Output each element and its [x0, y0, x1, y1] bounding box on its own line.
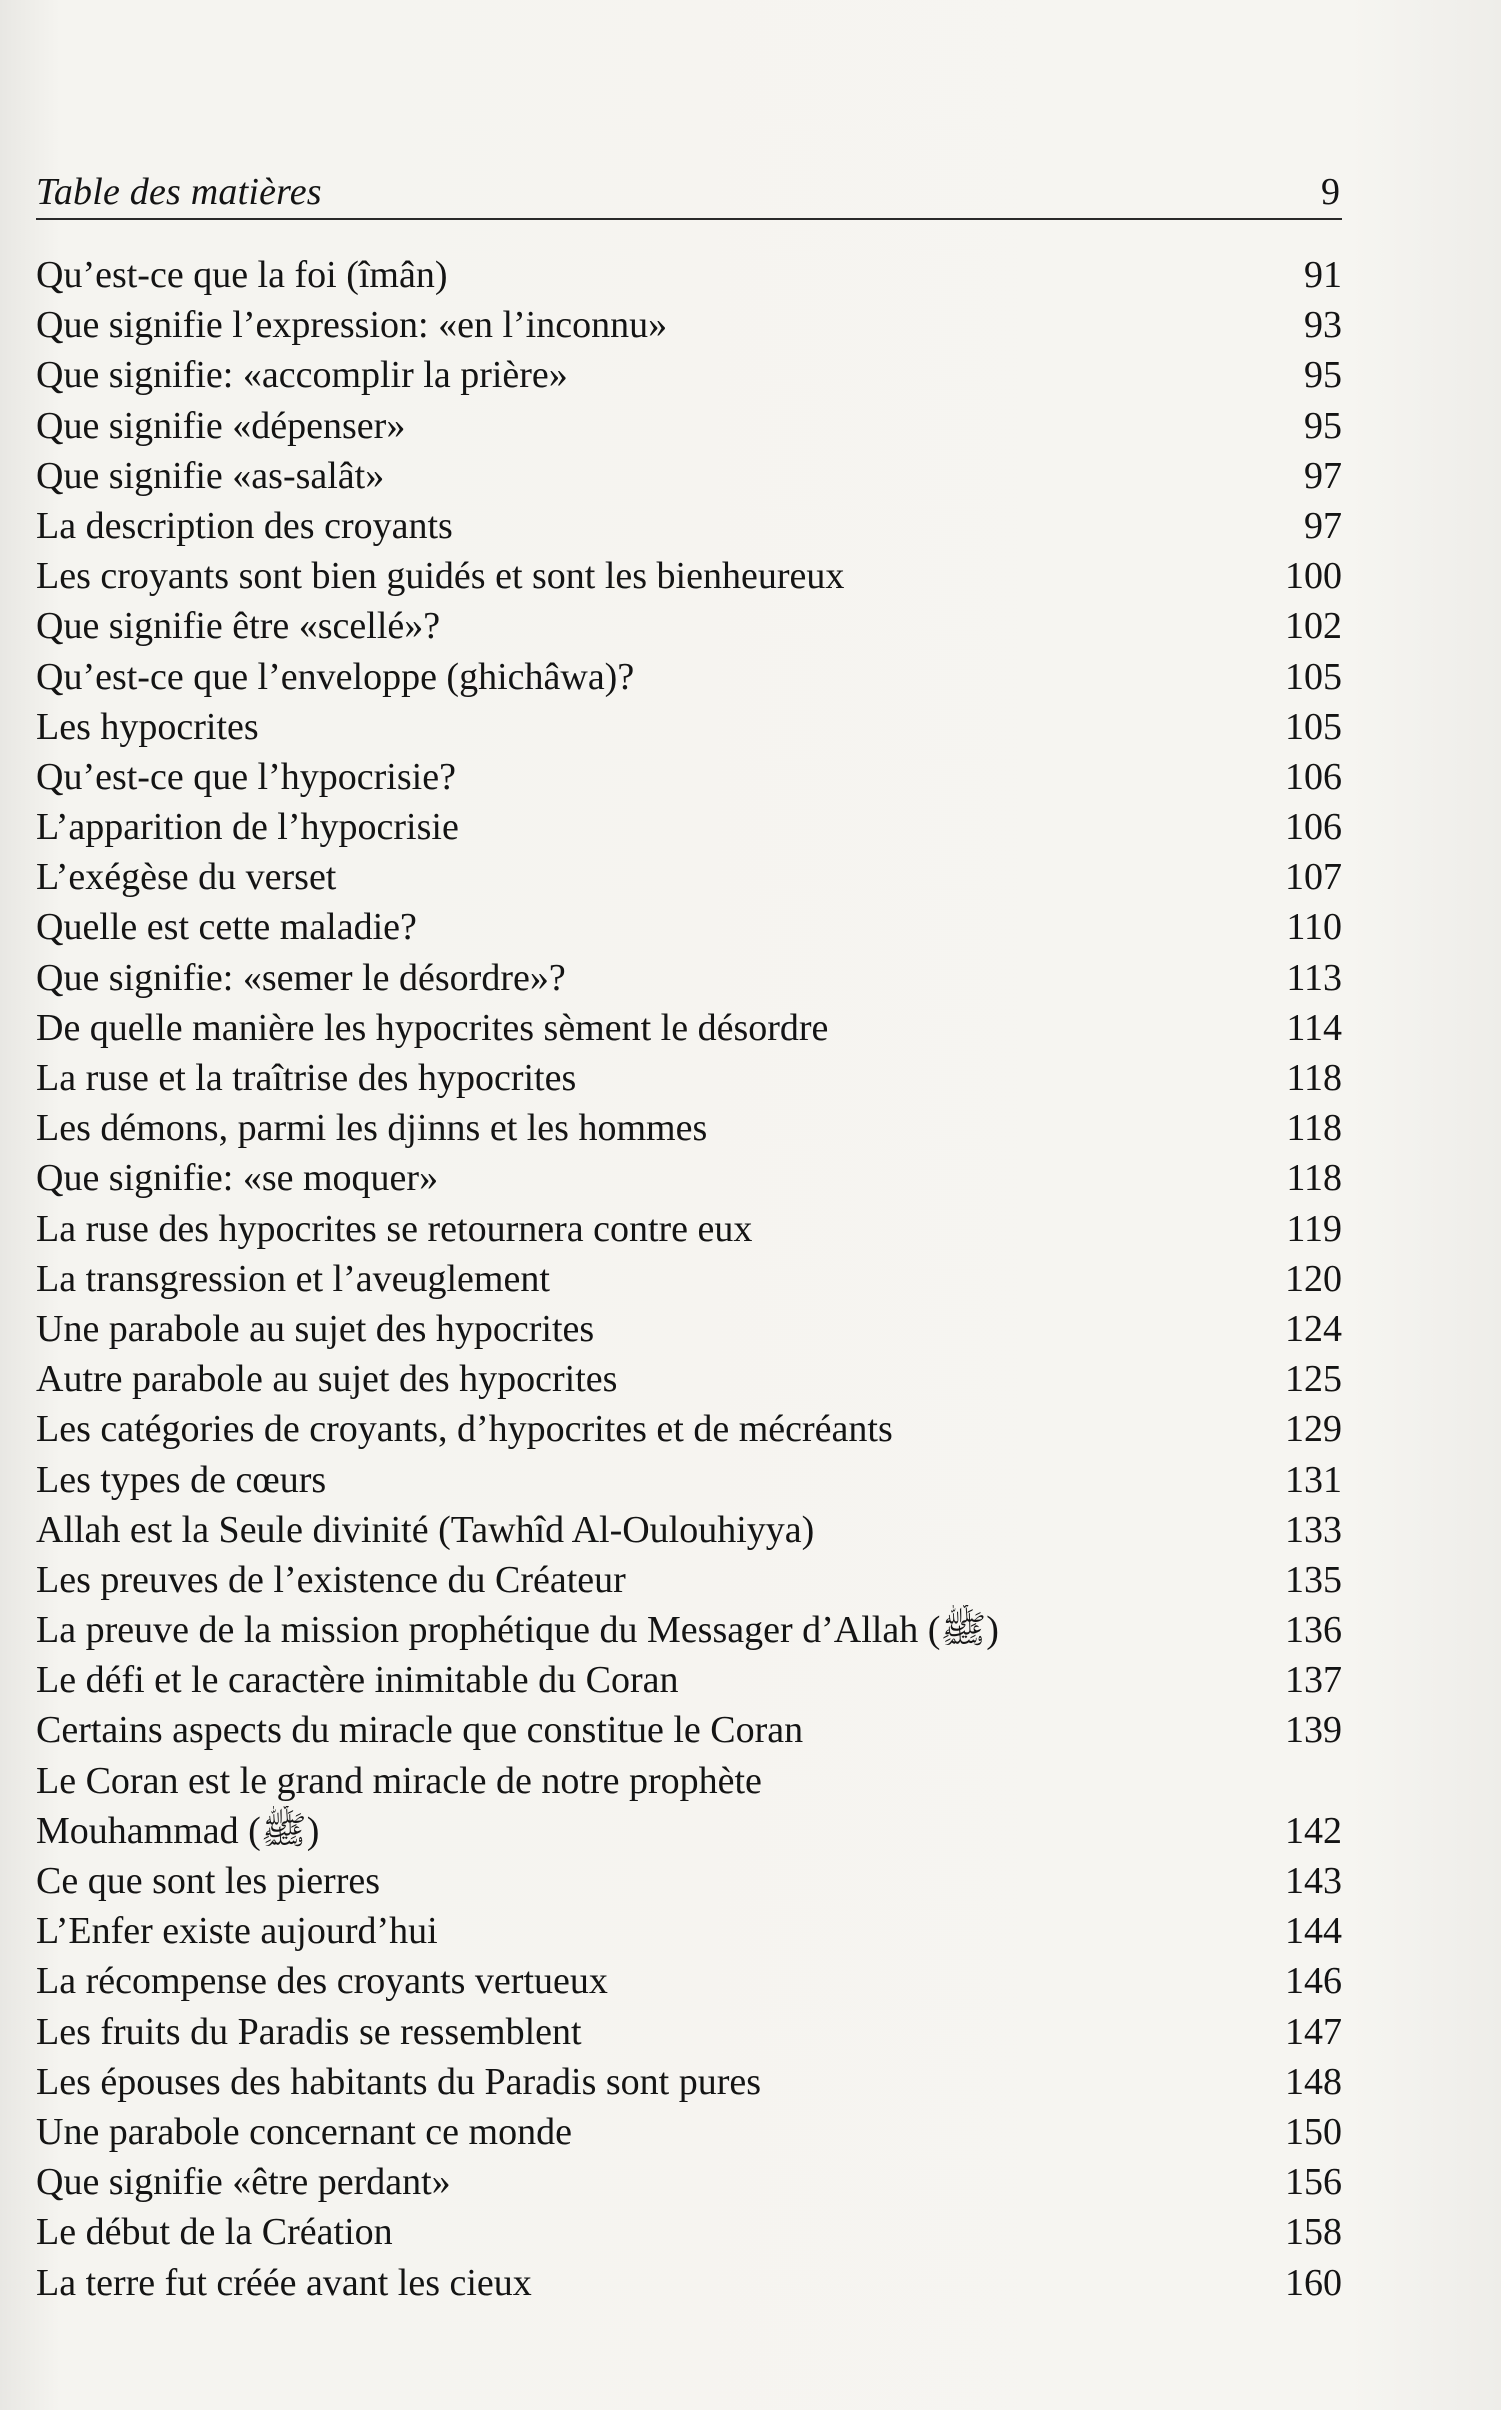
toc-entry [36, 300, 1342, 350]
toc-entry-title: La preuve de la mission prophétique du Messager d’Allah (ﷺ) [36, 1609, 999, 1652]
toc-entry-title: L’apparition de l’hypocrisie [36, 806, 459, 849]
toc-entry-page: 95 [1304, 404, 1342, 447]
toc-entry-title: La récompense des croyants vertueux [36, 1960, 608, 2003]
toc-entry-page: 160 [1285, 2261, 1342, 2304]
toc-entry-page: 139 [1285, 1709, 1342, 1752]
toc-entry-title: Les preuves de l’existence du Créateur [36, 1558, 626, 1601]
toc-entry-page: 97 [1304, 504, 1342, 547]
toc-entry-page: 110 [1286, 906, 1342, 949]
toc-entry-title: Ce que sont les pierres [36, 1860, 381, 1902]
toc-entry-title: L’exégèse du verset [36, 856, 337, 899]
toc-entry [36, 1103, 1342, 1153]
toc-entry [36, 1404, 1342, 1454]
toc-entry-page: 142 [1285, 1809, 1342, 1852]
toc-entry-page: 119 [1286, 1207, 1342, 1250]
toc-entry [36, 702, 1342, 752]
toc-entry-title: Les démons, parmi les djinns et les hommes [36, 1107, 708, 1150]
toc-entry [36, 1655, 1342, 1705]
toc-entry-title: Le défi et le caractère inimitable du Coran [36, 1659, 679, 1702]
toc-entry-page: 100 [1285, 555, 1342, 598]
toc-entry [36, 1605, 1342, 1655]
toc-entry-page: 146 [1285, 1960, 1342, 2003]
toc-entry-title: Que signifie être «scellé»? [36, 605, 441, 648]
toc-entry-page: 133 [1285, 1508, 1342, 1551]
toc-entry [36, 1705, 1342, 1755]
toc-entry [36, 1153, 1342, 1203]
toc-entry [36, 1555, 1342, 1605]
toc-entry-title: La terre fut créée avant les cieux [36, 2261, 532, 2304]
toc-entry-title: La transgression et l’aveuglement [36, 1257, 550, 1300]
toc-entry-page: 148 [1285, 2060, 1342, 2103]
toc-entry-page: 107 [1285, 856, 1342, 899]
toc-entry [36, 852, 1342, 902]
toc-entry-title: Autre parabole au sujet des hypocrites [36, 1358, 618, 1401]
toc-entry [36, 1906, 1342, 1956]
toc-entry [36, 551, 1342, 601]
toc-entry [36, 953, 1342, 1003]
toc-entry-page: 118 [1286, 1157, 1342, 1200]
toc-entry [36, 2207, 1342, 2257]
toc-entry [36, 752, 1342, 802]
toc-entry-page: 137 [1285, 1659, 1342, 1702]
toc-entry [36, 902, 1342, 952]
toc-entry-title: Que signifie «as-salât» [36, 454, 385, 497]
toc-entry-title: Les hypocrites [36, 705, 259, 748]
toc-entry-page: 147 [1285, 2010, 1342, 2053]
toc-entry [36, 2157, 1342, 2207]
toc-entry [36, 1856, 1342, 1906]
toc-entry-page: 105 [1285, 655, 1342, 698]
toc-entry [36, 1003, 1342, 1053]
toc-entry-title: Les catégories de croyants, d’hypocrites et de mécréants [36, 1408, 893, 1451]
toc-entry-page: 158 [1285, 2211, 1342, 2254]
toc-entry-title: De quelle manière les hypocrites sèment le désordre [36, 1006, 829, 1049]
toc-entry-title: Qu’est-ce que la foi (îmân) [36, 254, 448, 296]
toc-entry-page: 93 [1304, 304, 1342, 347]
toc-entry-title: Les fruits du Paradis se ressemblent [36, 2010, 582, 2053]
toc-entry [36, 2057, 1342, 2107]
toc-entry-page: 120 [1285, 1257, 1342, 1300]
header-page-number: 9 [1321, 171, 1340, 213]
toc-entry [36, 501, 1342, 551]
toc-entry-page: 144 [1285, 1910, 1342, 1953]
toc-entry-title: Qu’est-ce que l’enveloppe (ghichâwa)? [36, 655, 635, 698]
toc-entry-title: Mouhammad (ﷺ) [36, 1809, 320, 1852]
toc-entry-title: Que signifie: «semer le désordre»? [36, 956, 566, 999]
toc-entry-page: 91 [1304, 254, 1342, 296]
toc-entry [36, 250, 1342, 300]
toc-entry-page: 118 [1286, 1107, 1342, 1150]
toc-entry [36, 601, 1342, 651]
toc-entry-page: 156 [1285, 2161, 1342, 2204]
toc-entry-title: Que signifie: «se moquer» [36, 1157, 439, 1200]
toc-entry-page: 102 [1285, 605, 1342, 648]
toc-entry [36, 1455, 1342, 1505]
toc-entry [36, 401, 1342, 451]
toc-entry-page: 135 [1285, 1558, 1342, 1601]
toc-entry-page: 124 [1285, 1307, 1342, 1350]
toc-entry-title: Que signifie «être perdant» [36, 2161, 451, 2204]
toc-entry-page: 118 [1286, 1057, 1342, 1099]
toc-entry-page: 129 [1285, 1408, 1342, 1451]
toc-entry [36, 1354, 1342, 1404]
toc-entry-title: Les épouses des habitants du Paradis sont pures [36, 2060, 762, 2103]
toc-entry [36, 802, 1342, 852]
toc-entry [36, 2107, 1342, 2157]
toc-entry-page: 125 [1285, 1358, 1342, 1401]
toc-entry-page: 113 [1286, 956, 1342, 999]
toc-entry-page: 114 [1286, 1006, 1342, 1049]
toc-entry-page: 97 [1304, 454, 1342, 497]
toc-entry-page: 131 [1285, 1458, 1342, 1501]
toc-entry-title: Que signifie: «accomplir la prière» [36, 354, 568, 397]
toc-entry-page: 150 [1285, 2110, 1342, 2153]
toc-entry [36, 1254, 1342, 1304]
toc-entry-title: L’Enfer existe aujourd’hui [36, 1910, 438, 1953]
toc-entry-page: 106 [1285, 806, 1342, 849]
toc-entry-title: Qu’est-ce que l’hypocrisie? [36, 755, 456, 798]
table-of-contents [36, 250, 1342, 2308]
toc-entry [36, 350, 1342, 400]
toc-entry-title: La description des croyants [36, 504, 453, 547]
toc-entry [36, 451, 1342, 501]
toc-entry-title: Une parabole concernant ce monde [36, 2110, 572, 2153]
toc-entry-title: Que signifie l’expression: «en l’inconnu» [36, 304, 668, 347]
toc-entry-title: Que signifie «dépenser» [36, 404, 406, 447]
toc-entry [36, 2258, 1342, 2308]
toc-entry-title: Quelle est cette maladie? [36, 906, 417, 949]
toc-entry [36, 1956, 1342, 2006]
toc-entry-page: 136 [1285, 1609, 1342, 1652]
toc-entry [36, 2007, 1342, 2057]
toc-entry [36, 1204, 1342, 1254]
toc-entry [36, 652, 1342, 702]
toc-entry-title: Allah est la Seule divinité (Tawhîd Al-Oulouhiyya) [36, 1508, 815, 1551]
toc-entry [36, 1806, 1342, 1856]
toc-entry-title: La ruse et la traîtrise des hypocrites [36, 1057, 577, 1099]
toc-entry [36, 1053, 1342, 1103]
toc-entry-title: Le Coran est le grand miracle de notre prophète [36, 1759, 762, 1802]
toc-entry-page: 105 [1285, 705, 1342, 748]
toc-entry-page: 106 [1285, 755, 1342, 798]
toc-entry-page: 143 [1285, 1860, 1342, 1902]
toc-entry-title: Le début de la Création [36, 2211, 393, 2254]
toc-entry-title: La ruse des hypocrites se retournera contre eux [36, 1207, 753, 1250]
toc-entry-page: 95 [1304, 354, 1342, 397]
toc-entry [36, 1505, 1342, 1555]
toc-entry [36, 1304, 1342, 1354]
toc-entry-title: Les types de cœurs [36, 1458, 327, 1501]
toc-entry [36, 1756, 1342, 1806]
toc-entry-title: Les croyants sont bien guidés et sont les bienheureux [36, 555, 845, 598]
running-header [36, 170, 1342, 220]
toc-entry-title: Une parabole au sujet des hypocrites [36, 1307, 595, 1350]
header-title: Table des matières [36, 171, 322, 213]
toc-entry-title: Certains aspects du miracle que constitue le Coran [36, 1709, 804, 1752]
